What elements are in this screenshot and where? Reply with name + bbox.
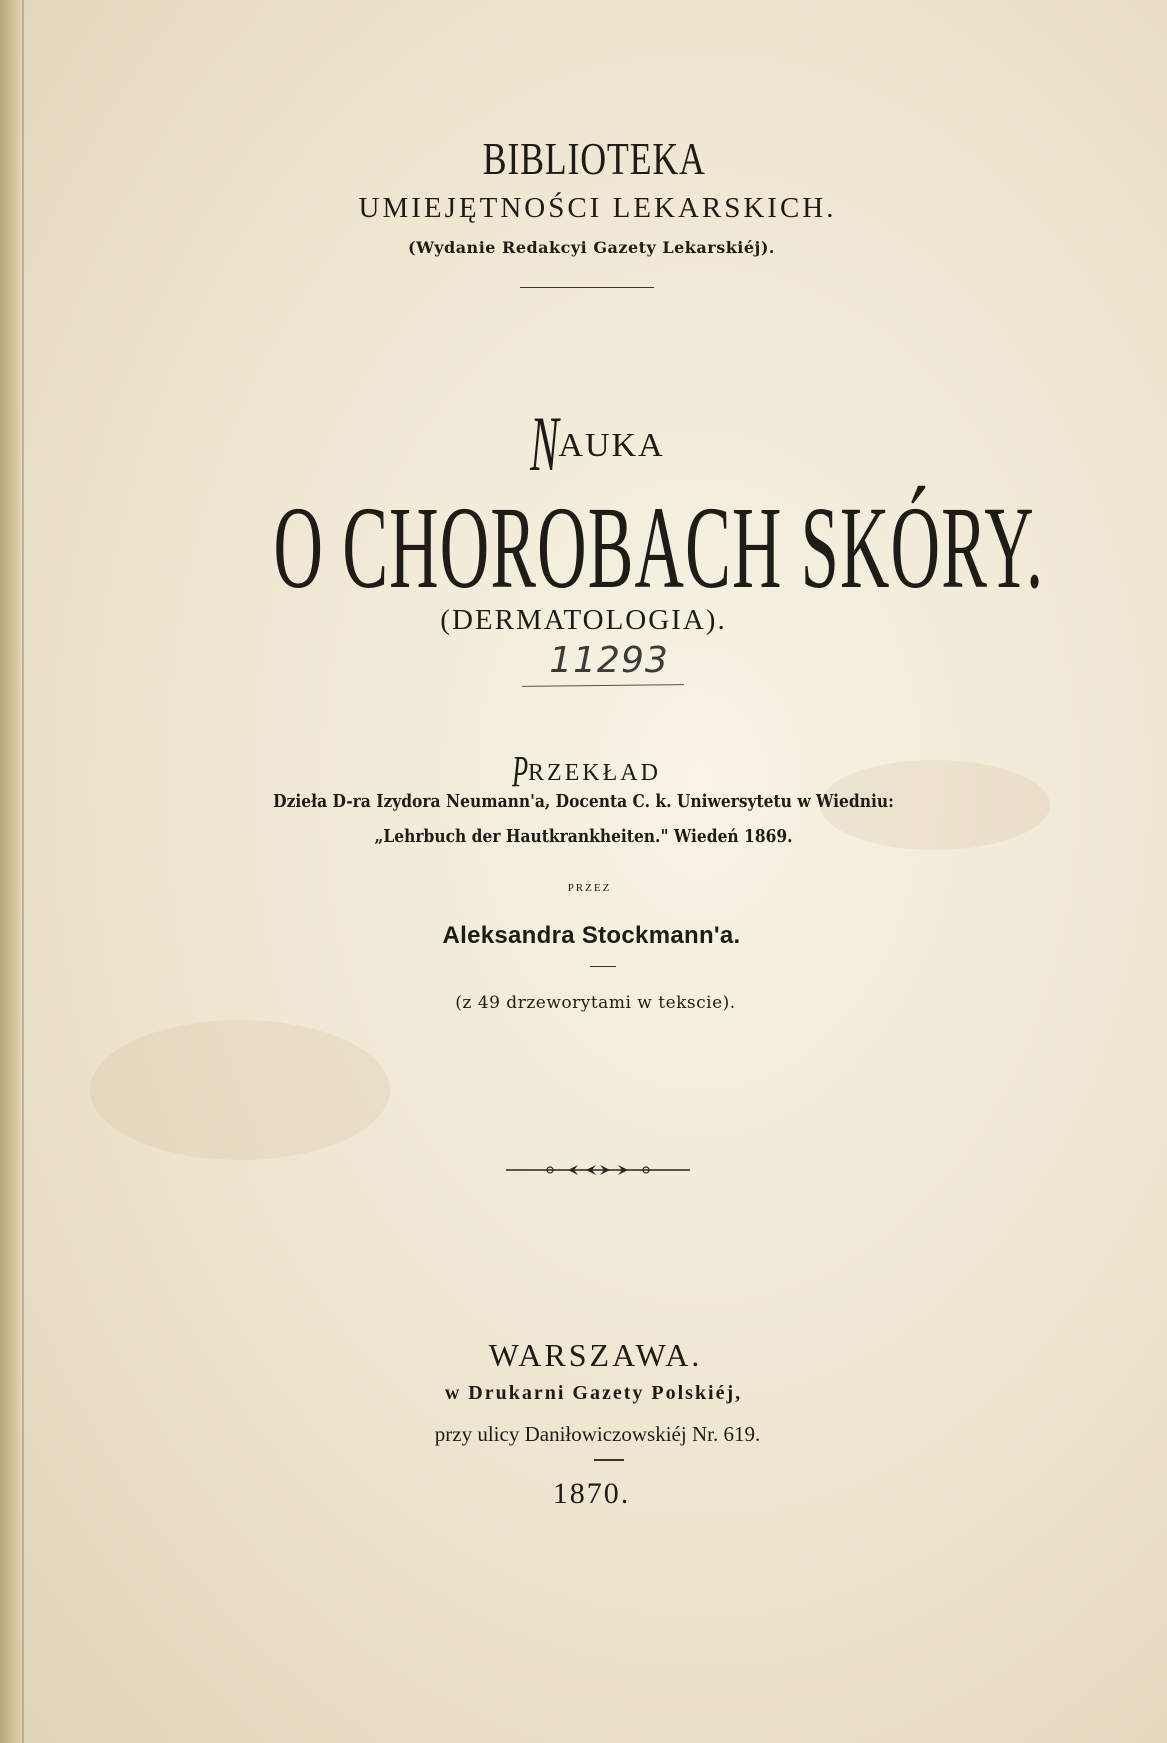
main-title: O CHOROBACH SKÓRY. [273,482,1045,613]
edition-note: (Wydanie Redakcyi Gazety Lekarskiéj). [408,238,775,257]
original-work-title: „Lehrbuch der Hautkrankheiten." Wiedeń 1869. [374,826,793,847]
small-dash [590,966,616,967]
series-title: BIBLIOTEKA [482,133,706,184]
illustrations-note: (z 49 drzeworytami w tekscie). [455,993,736,1013]
paper-stain [90,1020,390,1160]
przeklad-rest: RZEKŁAD [527,760,661,786]
translator-name: Aleksandra Stockmann'a. [442,922,741,949]
series-subtitle: UMIEJĘTNOŚCI LEKARSKICH. [358,192,837,224]
by-label: PRZEZ [567,882,612,894]
nauka-rest: AUKA [558,427,665,464]
original-work-author: Dzieła D-ra Izydora Neumann'a, Docenta C. k. Uniwersytetu w Wiedniu: [273,791,894,812]
subject-title: (DERMATOLOGIA). [440,604,727,636]
book-title-nauka [0,385,1167,487]
przeklad-initial: P [512,747,530,796]
nauka-initial: N [530,400,561,487]
publication-year: 1870. [552,1477,631,1510]
imprint-press: w Drukarni Gazety Polskiéj, [444,1382,743,1404]
imprint-street: przy ulicy Daniłowiczowskiéj Nr. 619. [434,1422,761,1446]
ornament-divider-icon [506,1160,690,1180]
catalog-underline [522,684,684,687]
year-dash [594,1459,624,1461]
divider-rule [520,287,654,288]
handwritten-catalog-number: 11293 [549,640,669,681]
translation-heading [0,740,1167,796]
imprint-city: WARSZAWA. [488,1337,703,1373]
